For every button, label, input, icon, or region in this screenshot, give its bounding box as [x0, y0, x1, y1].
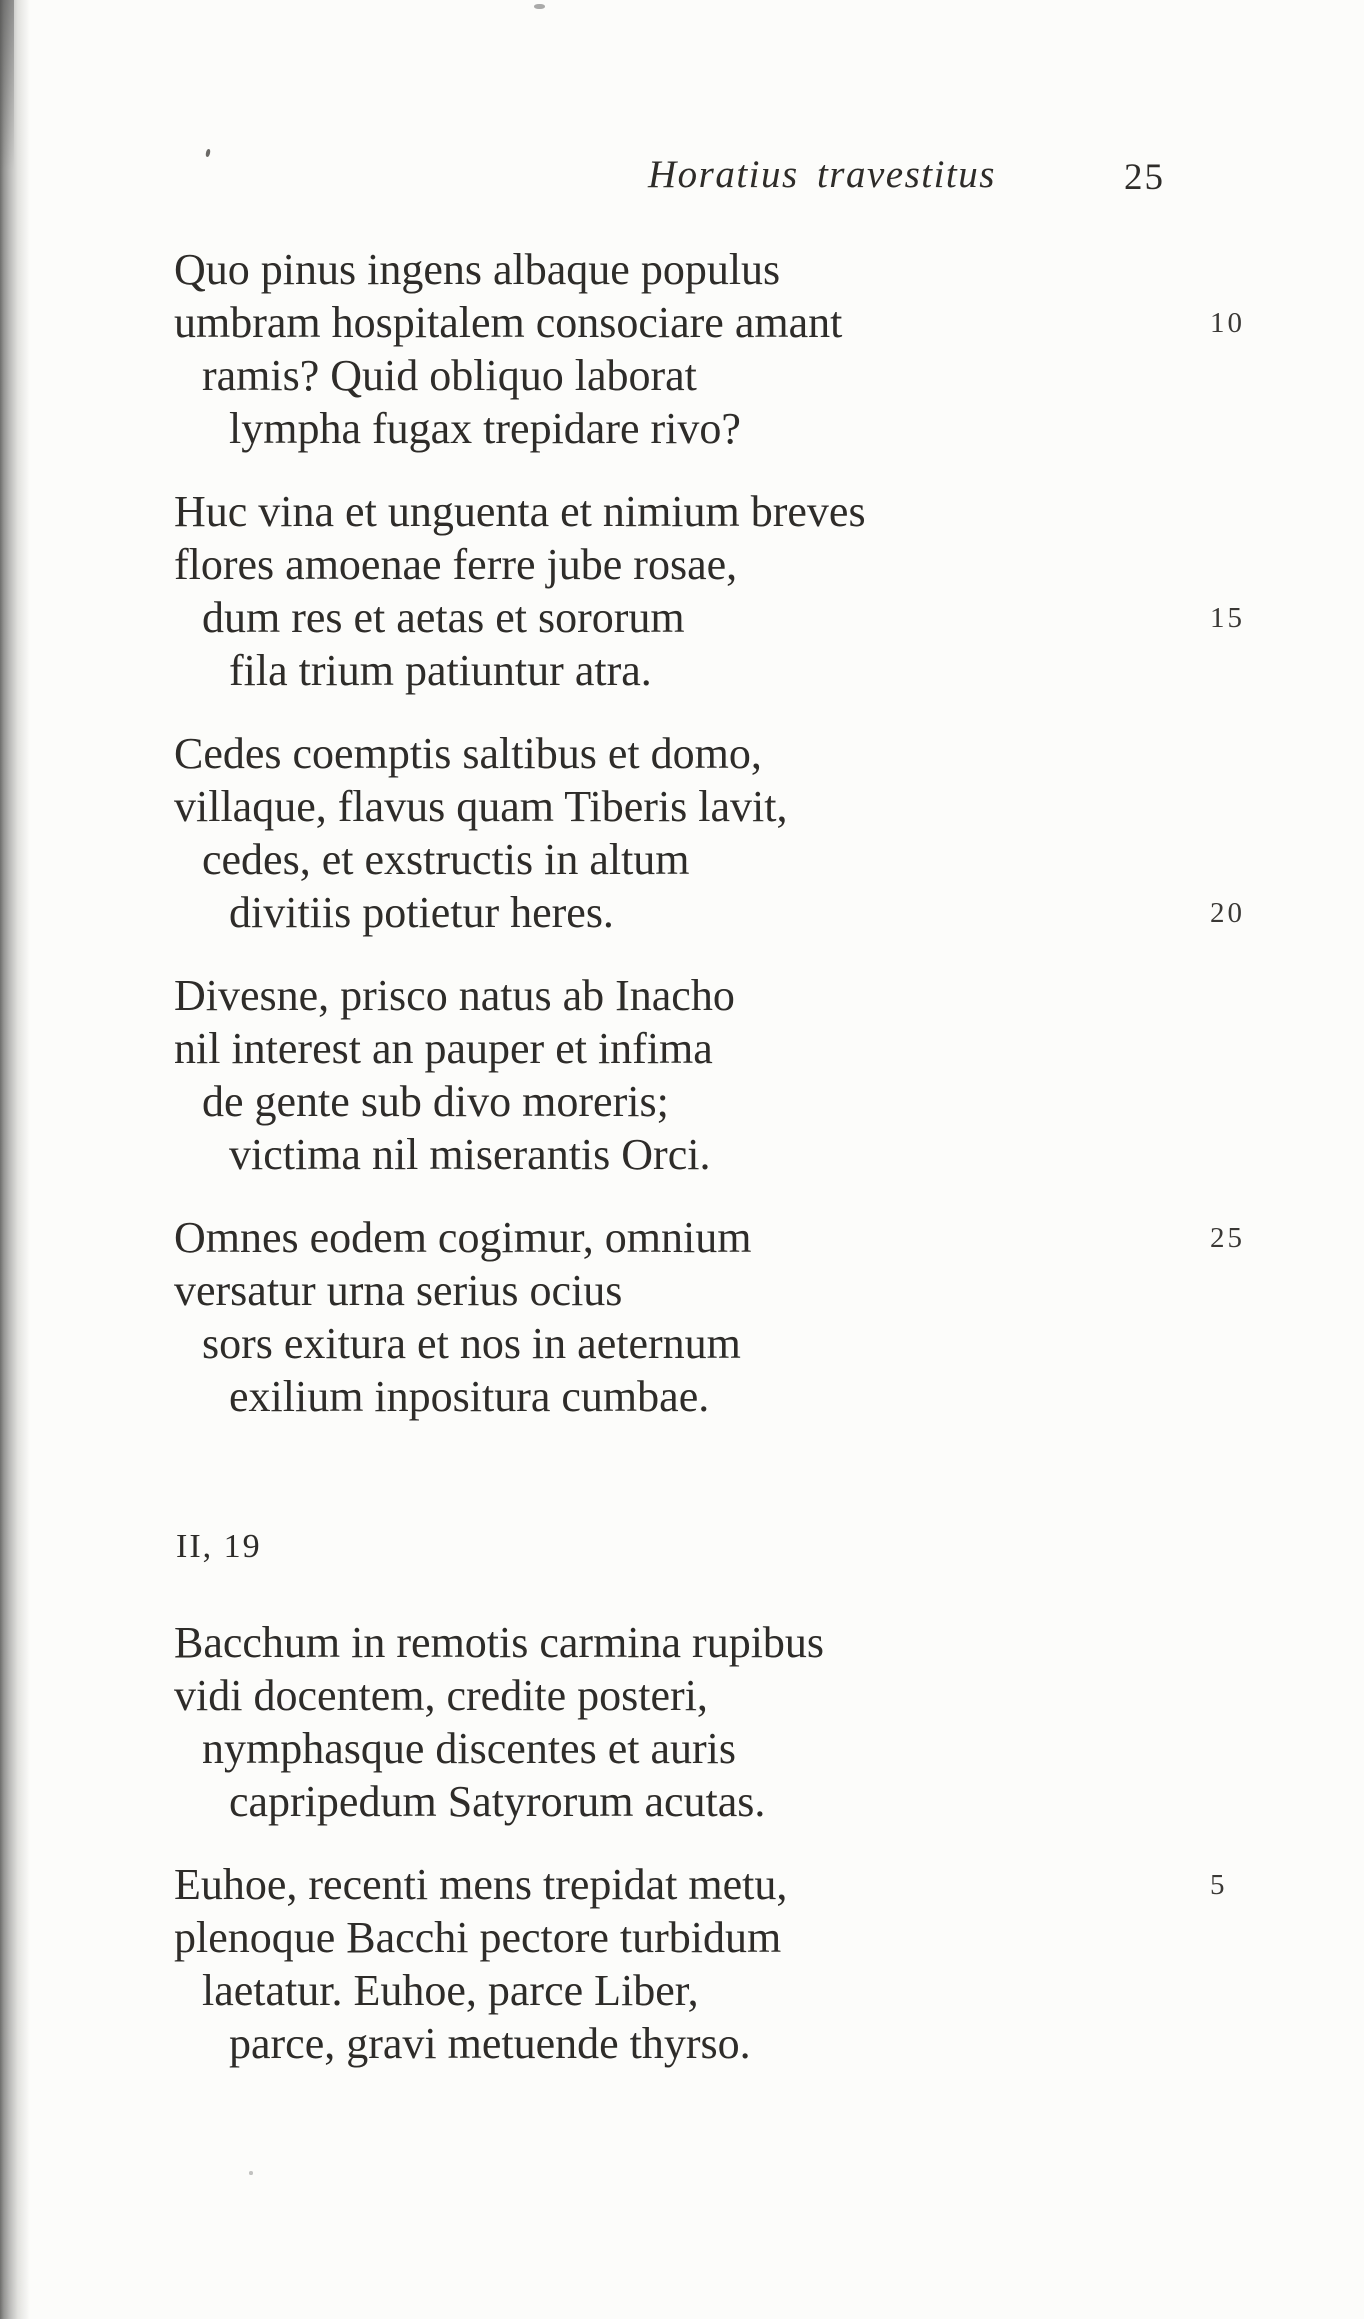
poem-stanza [174, 727, 1294, 939]
verse-line [174, 1264, 1294, 1317]
verse-text: Omnes eodem cogimur, omnium [174, 1213, 752, 1262]
line-number: 20 [1210, 897, 1245, 929]
poem-stanza [174, 969, 1294, 1181]
verse-text: Euhoe, recenti mens trepidat metu, [174, 1860, 788, 1909]
verse-text: de gente sub divo moreris; [202, 1077, 669, 1126]
verse-line [174, 349, 1294, 402]
verse-text: villaque, flavus quam Tiberis lavit, [174, 782, 788, 831]
binding-shadow-left-edge [0, 0, 30, 2319]
verse-line [174, 1128, 1294, 1181]
line-number: 5 [1210, 1869, 1228, 1901]
verse-text: ramis? Quid obliquo laborat [202, 351, 697, 400]
verse-text: divitiis potietur heres. [229, 888, 614, 937]
running-title: Horatius travestitus [648, 153, 996, 196]
poem-stanza [174, 1858, 1294, 2070]
verse-text: vidi docentem, credite posteri, [174, 1671, 708, 1720]
verse-line [174, 1775, 1294, 1828]
verse-line [174, 1317, 1294, 1370]
verse-text: sors exitura et nos in aeternum [202, 1319, 741, 1368]
verse-line [174, 780, 1294, 833]
verse-text: flores amoenae ferre jube rosae, [174, 540, 738, 589]
poem-stanza [174, 243, 1294, 455]
verse-line [174, 1211, 1294, 1264]
poem-block-2 [174, 1616, 1294, 2100]
verse-text: fila trium patiuntur atra. [229, 646, 652, 695]
verse-line [174, 886, 1294, 939]
verse-line [174, 1669, 1294, 1722]
verse-text: Quo pinus ingens albaque populus [174, 245, 781, 294]
verse-text: nymphasque discentes et auris [202, 1724, 736, 1773]
verse-text: victima nil miserantis Orci. [229, 1130, 711, 1179]
verse-text: Divesne, prisco natus ab Inacho [174, 971, 735, 1020]
verse-line [174, 2017, 1294, 2070]
verse-text: dum res et aetas et sororum [202, 593, 685, 642]
scan-speck-top [534, 4, 545, 9]
scan-speck-lower [249, 2171, 253, 2175]
page-number: 25 [1124, 157, 1165, 198]
line-number: 10 [1210, 307, 1245, 339]
verse-text: Bacchum in remotis carmina rupibus [174, 1618, 825, 1667]
verse-line [174, 644, 1294, 697]
poem-stanza [174, 485, 1294, 697]
verse-text: laetatur. Euhoe, parce Liber, [202, 1966, 699, 2015]
poem-stanza [174, 1616, 1294, 1828]
verse-text: capripedum Satyrorum acutas. [229, 1777, 766, 1826]
verse-text: exilium inpositura cumbae. [229, 1372, 710, 1421]
verse-text: Cedes coemptis saltibus et domo, [174, 729, 762, 778]
verse-text: plenoque Bacchi pectore turbidum [174, 1913, 782, 1962]
verse-line [174, 538, 1294, 591]
verse-text: umbram hospitalem consociare amant [174, 298, 843, 347]
verse-line [174, 591, 1294, 644]
verse-line [174, 1911, 1294, 1964]
line-number: 25 [1210, 1222, 1245, 1254]
line-number: 15 [1210, 602, 1245, 634]
verse-text: nil interest an pauper et infima [174, 1024, 713, 1073]
verse-line [174, 1616, 1294, 1669]
verse-line [174, 1964, 1294, 2017]
verse-line [174, 296, 1294, 349]
verse-text: lympha fugax trepidare rivo? [229, 404, 741, 453]
verse-line [174, 1075, 1294, 1128]
section-heading: II, 19 [176, 1528, 262, 1565]
verse-text: parce, gravi metuende thyrso. [229, 2019, 751, 2068]
verse-line [174, 1370, 1294, 1423]
poem-block-1 [174, 243, 1294, 1453]
verse-line [174, 402, 1294, 455]
verse-line [174, 727, 1294, 780]
verse-line [174, 243, 1294, 296]
verse-line [174, 1722, 1294, 1775]
scan-speck-apostrophe [205, 149, 211, 158]
verse-line [174, 1022, 1294, 1075]
verse-text: Huc vina et unguenta et nimium breves [174, 487, 866, 536]
verse-line [174, 1858, 1294, 1911]
verse-line [174, 969, 1294, 1022]
poem-stanza [174, 1211, 1294, 1423]
verse-line [174, 833, 1294, 886]
verse-text: cedes, et exstructis in altum [202, 835, 690, 884]
verse-text: versatur urna serius ocius [174, 1266, 623, 1315]
verse-line [174, 485, 1294, 538]
